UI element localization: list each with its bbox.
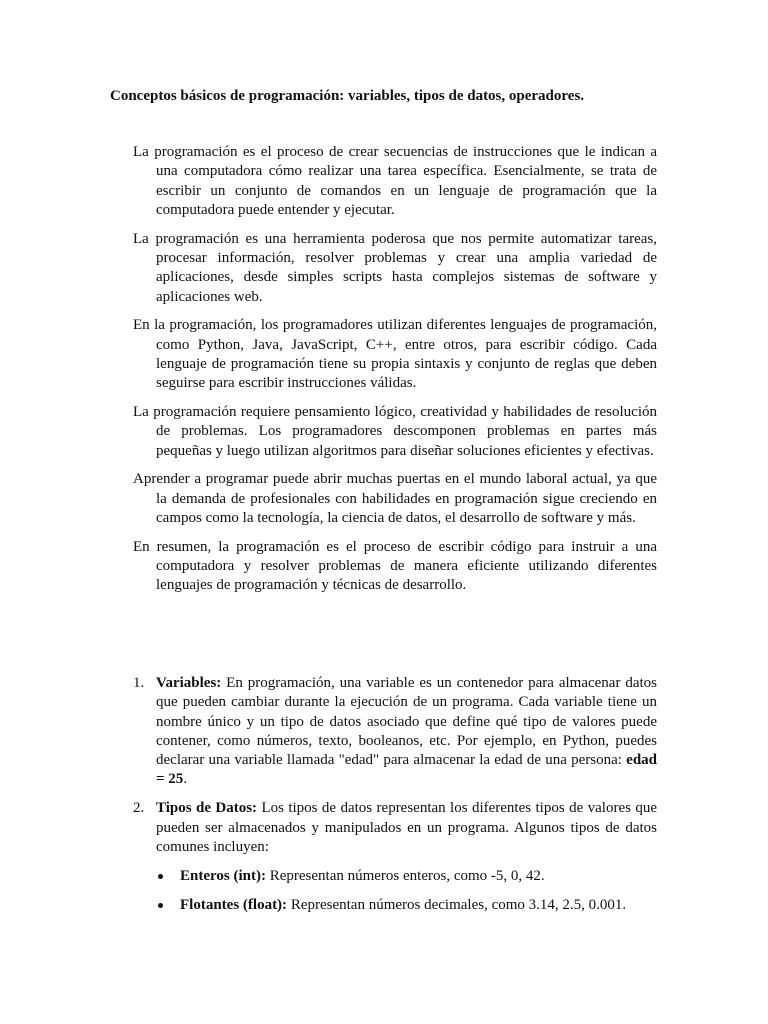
list-item-variables: [133, 674, 657, 790]
list-number: 2.: [133, 800, 145, 817]
paragraph: La programación requiere pensamiento lógico, creatividad y habilidades de resolución de problemas. Los programadores descomponen problemas en partes más pequeñas y luego utilizan algoritmos para diseñar soluciones eficientes y efectivas.: [133, 404, 657, 459]
list-text: En programación, una variable es un contenedor para almacenar datos que pueden cambiar durante la ejecución de un programa. Cada variable tiene un nombre único y un tipo de datos asociado que define qué tipo de valores puede contener, como números, texto, booleanos, etc. Por ejemplo, en Python, puedes declarar una variable llamada "edad" para almacenar la edad de una persona:: [156, 675, 657, 769]
paragraph: En la programación, los programadores utilizan diferentes lenguajes de programación, como Python, Java, JavaScript, C++, entre otros, para escribir código. Cada lenguaje de programación tiene su propia sintaxis y conjunto de reglas que deben seguirse para escribir instrucciones válidas.: [133, 317, 657, 392]
bullet-icon: [158, 874, 163, 879]
bullet-term: Flotantes (float):: [180, 896, 288, 913]
document-title: Conceptos básicos de programación: variables, tipos de datos, operadores.: [110, 88, 585, 104]
list-number: 1.: [133, 675, 145, 691]
bullet-item-float: [133, 896, 657, 915]
list-term: Variables:: [156, 675, 222, 691]
intro-section: [133, 143, 657, 605]
bullet-list: [133, 867, 657, 915]
paragraph: Aprender a programar puede abrir muchas puertas en el mundo laboral actual, ya que la demanda de profesionales con habilidades en programación sigue creciendo en campos como la tecnología, la ciencia de datos, el desarrollo de software y más.: [133, 471, 657, 527]
bullet-text: Representan números decimales, como 3.14, 2.5, 0.001.: [287, 896, 627, 913]
list-term: Tipos de Datos:: [156, 800, 258, 817]
code-example: edad = 25: [156, 752, 657, 788]
bullet-item-int: [133, 867, 657, 886]
paragraph: En resumen, la programación es el proceso de escribir código para instruir a una computadora y resolver problemas de manera eficiente utilizando diferentes lenguajes de programación y técnicas de desarrollo.: [133, 538, 657, 594]
bullet-text: Representan números enteros, como -5, 0, 42.: [265, 868, 545, 885]
list-suffix: .: [183, 771, 188, 788]
list-item-data-types: [133, 799, 657, 857]
paragraph: La programación es una herramienta poderosa que nos permite automatizar tareas, procesar información, resolver problemas y crear una amplia variedad de aplicaciones, desde simples scripts hasta complejos sistemas de software y aplicaciones web.: [133, 230, 657, 305]
paragraph: La programación es el proceso de crear secuencias de instrucciones que le indican a una computadora cómo realizar una tarea específica. Esencialmente, se trata de escribir un conjunto de comandos en un lenguaje de programación que la computadora puede entender y ejecutar.: [133, 144, 657, 218]
numbered-list: [133, 674, 657, 925]
bullet-icon: [158, 903, 163, 908]
list-text: Los tipos de datos representan los diferentes tipos de valores que pueden ser almacenados y manipulados en un programa. Algunos tipos de datos comunes incluyen:: [156, 800, 657, 855]
bullet-term: Enteros (int):: [180, 868, 266, 885]
